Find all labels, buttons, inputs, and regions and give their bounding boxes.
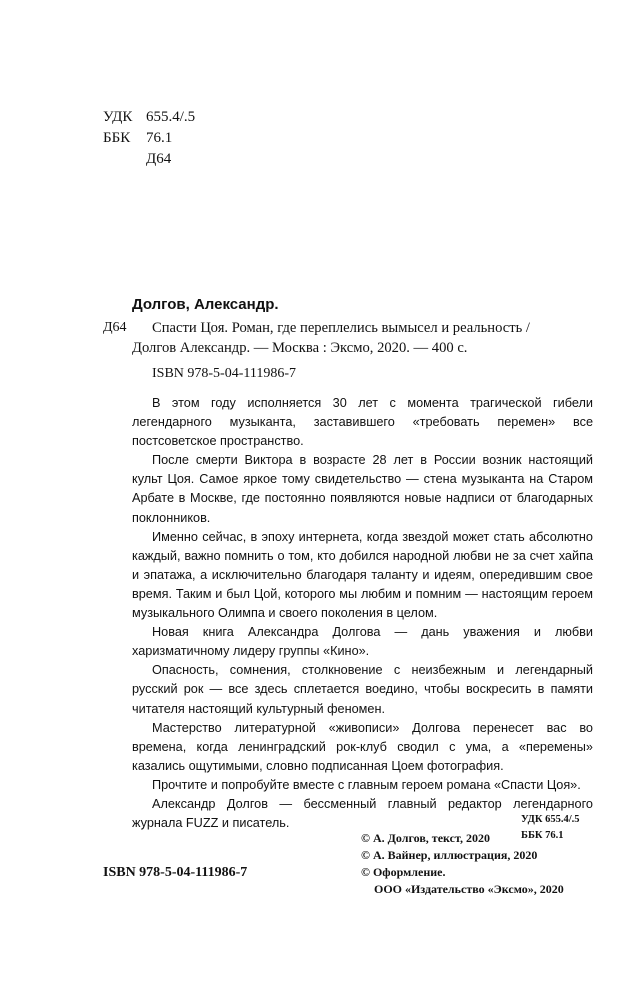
bibliographic-description (132, 318, 594, 358)
udk-value: 655.4/.5 (146, 109, 196, 125)
udk-label: УДК (103, 109, 133, 125)
annotation-paragraph: После смерти Виктора в возрасте 28 лет в России возник настоящий культ Цоя. Самое яркое тому свидетельство — стена музыканта на Старом Арбате в Москве, где постоянно появляются новые надписи от благодарных поклонников. (132, 453, 593, 525)
bbk-label: ББК (103, 130, 131, 146)
title-line-1: Спасти Цоя. Роман, где переплелись вымысел и реальность / (152, 320, 530, 336)
annotation-paragraph: Именно сейчас, в эпоху интернета, когда звездой может стать абсолютно каждый, важно помнить о том, кто добился народной любви не за счет хайпа и эпатажа, а исключительно благодаря таланту и идеям, опередившим свое время. Таким и был Цой, которого мы любим и помним — настоящим героем музыкального Олимпа и своего поколения в целом. (132, 529, 593, 621)
annotation-paragraph: Опасность, сомнения, столкновение с неизбежным и легендарный русский рок — все здесь сплетается воедино, чтобы воскресить в памяти читателя настоящий культурный феномен. (132, 663, 593, 716)
record-isbn: ISBN 978-5-04-111986-7 (152, 366, 297, 381)
annotation (132, 394, 593, 833)
annotation-paragraph: В этом году исполняется 30 лет с момента трагической гибели легендарного музыканта, заставившего «требовать перемен» все постсоветское пространство. (132, 396, 593, 449)
copyright-design: © Оформление. (361, 865, 446, 879)
title-line-2: Долгов Александр. — Москва : Эксмо, 2020. — 400 с. (132, 340, 468, 356)
isbn-bottom: ISBN 978-5-04-111986-7 (103, 865, 248, 880)
copyright-publisher: ООО «Издательство «Эксмо», 2020 (374, 882, 564, 896)
bbk-row (103, 128, 195, 149)
cutter-value: Д64 (146, 151, 172, 167)
small-udk: УДК 655.4/.5 (521, 814, 580, 825)
record-cutter: Д64 (103, 320, 127, 335)
classification-block (103, 107, 195, 170)
copyright-text: © А. Долгов, текст, 2020 (361, 831, 490, 845)
small-bbk: ББК 76.1 (521, 830, 564, 841)
annotation-paragraph: Прочтите и попробуйте вместе с главным героем романа «Спасти Цоя». (152, 777, 581, 792)
copyright-block (361, 830, 564, 898)
annotation-paragraph: Мастерство литературной «живописи» Долгова перенесет вас во времена, когда ленинградский рок-клуб сводил с ума, а «перемены» казались ощутимыми, словно подписанная Цоем фотография. (132, 720, 593, 773)
annotation-paragraph: Александр Долгов — бессменный главный редактор легендарного журнала FUZZ и писатель. (132, 796, 593, 831)
annotation-paragraph: Новая книга Александра Долгова — дань уважения и любви харизматичному лидеру группы «Кино». (132, 625, 593, 659)
author-heading: Долгов, Александр. (132, 296, 279, 313)
cutter-row (103, 149, 195, 170)
udk-row (103, 107, 195, 128)
copyright-illustration: © А. Вайнер, иллюстрация, 2020 (361, 848, 538, 862)
bbk-value: 76.1 (146, 130, 173, 146)
